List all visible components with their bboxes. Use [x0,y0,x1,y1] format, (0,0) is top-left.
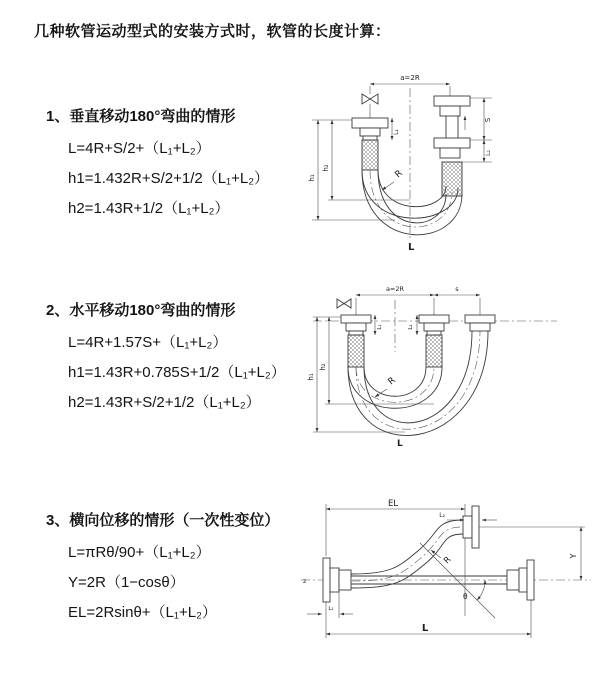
right-fitting [434,96,470,196]
diagram-lateral-displacement [295,498,600,653]
page-title: 几种软管运动型式的安装方式时，软管的长度计算： [34,23,391,40]
dim-label-a2r: a=2R [400,74,420,82]
valve-icon [362,94,378,104]
dim-label-l2: L₂ [408,324,414,330]
left-flange [323,558,351,602]
dim-label-length: L [408,242,415,253]
dim-label-y: Y [569,553,578,559]
dim-label-s: S [484,117,492,123]
dim-label-l2: L₂ [485,150,492,156]
dim-label-a2r: a=2R [385,285,405,293]
section-1 [46,104,269,224]
diagram-vertical-180-bend [300,58,595,258]
formula-line: Y=2R（1−cosθ） [68,574,185,591]
section-2-formulas [68,328,286,418]
middle-fitting [419,315,449,367]
section-3-heading: 3、横向位移的情形（一次性变位） [46,512,280,529]
dim-label-l1: L₁ [393,129,400,135]
dim-label-radius: R [386,375,398,388]
section-1-heading: 1、垂直移动180°弯曲的情形 [46,108,236,125]
dim-label-length: L [397,439,403,449]
dim-label-h1: h₁ [307,373,315,381]
left-fitting [352,118,388,170]
dim-label-h2: h₂ [319,363,327,371]
dim-label-radius: R [442,554,454,567]
valve-icon [337,299,351,308]
formula-line: EL=2Rsinθ+（L₁+L₂） [68,604,217,621]
diagram-horizontal-180-bend [305,282,595,467]
braided-hose-section [362,140,378,170]
formula-line: h1=1.43R+0.785S+1/2（L₁+L₂） [68,364,286,381]
formula-line: L=4R+S/2+（L₁+L₂） [68,140,211,157]
section-3-formulas [68,538,279,628]
hose-bend-curves [348,331,488,436]
dim-label-h1: h₁ [308,174,316,182]
formula-line: h2=1.43R+1/2（L₁+L₂） [68,200,230,217]
dim-label-l2: L₂ [439,512,445,519]
braided-hose-section [426,335,442,367]
angle-arc [477,580,485,600]
dim-label-theta: θ [463,592,468,601]
section-3 [46,508,279,628]
section-2 [46,298,286,418]
centerline-mark: z [303,577,307,585]
left-fitting [341,315,371,367]
dim-label-h2: h₂ [322,164,330,172]
right-fitting [465,315,495,331]
braided-hose-section [348,335,364,367]
dim-label-length: L [421,623,429,634]
formula-line: L=4R+1.57S+（L₁+L₂） [68,334,228,351]
section-1-formulas [68,134,269,224]
dim-label-s: s [455,285,459,293]
dim-label-l1: L₁ [377,324,383,330]
dim-label-radius: R [393,168,405,181]
section-2-heading: 2、水平移动180°弯曲的情形 [46,302,236,319]
formula-line: L=πRθ/90+（L₁+L₂） [68,544,211,561]
formula-line: h1=1.432R+S/2+1/2（L₁+L₂） [68,170,270,187]
dim-label-l1: L₁ [328,606,334,612]
formula-line: h2=1.43R+S/2+1/2（L₁+L₂） [68,394,261,411]
radius-construction-line [420,543,495,618]
dim-label-el: EL [387,499,399,509]
